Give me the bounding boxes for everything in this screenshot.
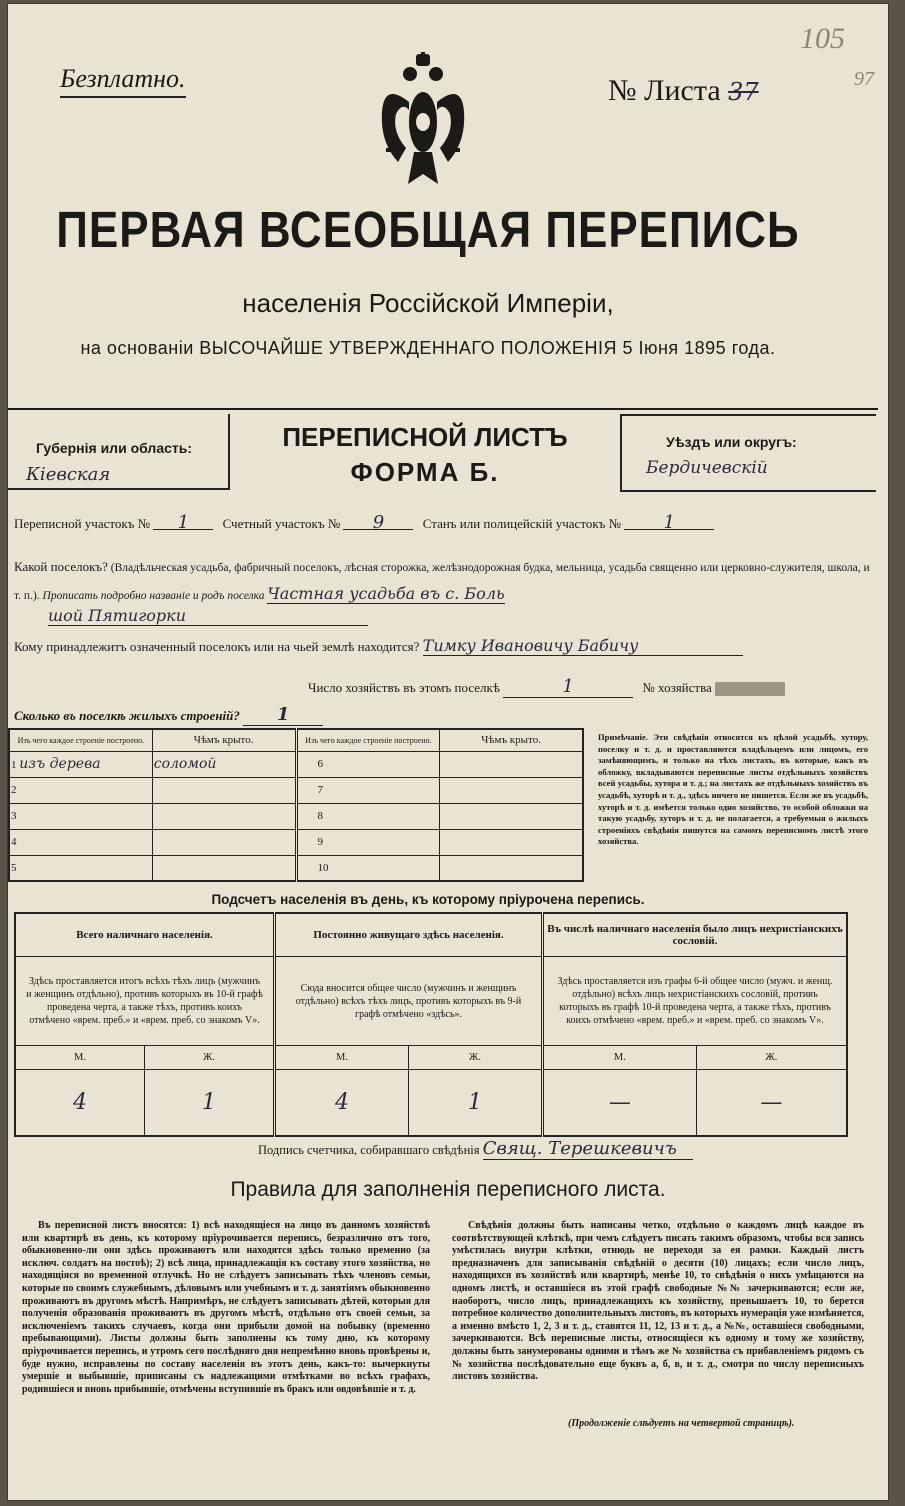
count-m-header: М.	[275, 1046, 409, 1070]
sheet-number-value: 37	[728, 78, 759, 106]
district-label: Уѣздъ или округъ:	[666, 434, 797, 450]
building-material: изъ дерева	[19, 756, 101, 772]
buildings-col-roof-2: Чѣмъ крыто.	[440, 729, 583, 751]
count-col-permanent: Постоянно живущаго здѣсь населенія.	[275, 913, 543, 957]
count-value: 1	[145, 1070, 275, 1136]
rules-continued: (Продолженіе слѣдуетъ на четвертой страницѣ).	[568, 1418, 795, 1429]
signature-label: Подпись счетчика, собиравшаго свѣдѣнія	[258, 1143, 480, 1157]
household-number-label: № хозяйства	[642, 680, 712, 695]
archive-number: 105	[800, 22, 845, 55]
row-number: 8	[296, 803, 440, 829]
count-m-header: М.	[543, 1046, 697, 1070]
station-label: Станъ или полицейскій участокъ №	[422, 516, 622, 531]
row-number: 1	[11, 759, 17, 771]
households-row	[308, 676, 868, 698]
count-value: 4	[275, 1070, 409, 1136]
rules-right-text: Свѣдѣнія должны быть написаны четко, отдѣльно о каждомъ лицѣ каждое въ соотвѣтствующей клѣткѣ, при чемъ слѣдуетъ писать такимъ образомъ, чтобы вся запись умѣстилась внутри клѣтки, отнюдь не переходя за ея рамки. Каждый листъ предназначенъ для записыванія свѣдѣній о десяти (10) лицахъ; если число лицъ, находящихся въ хозяйствѣ или квартирѣ, менѣе 10, то свѣдѣнія о нихъ умѣщаются на одномъ листѣ, и оставшіеся въ этой графѣ свободные №№ зачеркиваются; если же, наоборотъ, число лицъ, принадлежащихъ къ хозяйству, превышаетъ 10, то берется потребное количество дополнительныхъ листовъ, въ которыхъ нумерація уже измѣняется, а именно вмѣсто 1, 2, 3 и т. д., ставятся 11, 12, 13 и т. д., а №№, оставшіеся свободными, зачеркиваются. Всѣ переписные листы, относящіеся къ одному и тому же хозяйству, должны быть занумерованы одними и тѣмъ же № хозяйства съ прибавленіемъ рядомъ съ № хозяйства послѣдовательно еще буквъ а, б, в, и т. д., смотря по числу переписныхъ листовъ хозяйства.	[452, 1220, 864, 1383]
subtitle: населенія Россійской Имперіи,	[242, 288, 614, 318]
count-value: 1	[409, 1070, 543, 1136]
rules-left-text: Въ переписной листъ вносятся: 1) всѣ находящіеся на лицо въ данномъ хозяйствѣ или квартирѣ въ день, къ которому пріурочивается перепись, безразлично отъ того, обыкновенно-ли они здѣсь проживаютъ или находятся здѣсь только временно (за исключ. солдатъ на постоѣ); 2) всѣ лица, принадлежащія къ составу этого хозяйства, но находящіяся во временной отлучкѣ. Но не слѣдуетъ записывать тѣхъ членовъ семьи, которые по своимъ служебнымъ, дѣловымъ или учебнымъ и т. д. занятіямъ обыкновенно проживаютъ въ другомъ мѣстѣ. Напримѣръ, не слѣдуетъ записывать дѣтей, которыя для полученія образованія проживаютъ въ другомъ мѣстѣ, отдѣльно отъ своей семьи, за исключеніемъ такихъ случаевъ, когда они прибыли домой на побывку (временно пребывающими). Листы должны быть заполнены къ тому дню, къ которому пріурочивается перепись, и утромъ сего послѣдняго дня непремѣнно вновь провѣрены и, буде нужно, исправлены по составу населенія въ этотъ день, какъ-то: вычеркнуты умершіе и выбывшіе, приписаны съ надлежащими отмѣтками во всѣхъ графахъ, родившіеся и вновь прибывшіе, отмѣчены вступившіе въ бракъ или овдовѣвшіе и т. д.	[22, 1220, 430, 1395]
buildings-note: Примѣчаніе. Эти свѣдѣнія относятся къ цѣлой усадьбѣ, хутору, поселку и т. д. и проставляются владѣльцемъ или лицомъ, его замѣняющимъ, и только на тѣхъ листахъ, въ которые, какъ въ обложку, вкладываются переписные листы отдѣльныхъ хозяйствъ всей усадьбы, хутора и т. д.; на листахъ же отдѣльныхъ хозяйствъ въ усадьбѣ, хуторѣ и т. д., здѣсь ничего не пишется. Если же въ усадьбѣ, хуторѣ и т. д. имѣется только одно хозяйство, то особой обложки на такую усадьбу, хуторъ и т. д. не полагается, а требуемыя о жилыхъ строеніяхъ свѣдѣнія пишутся на самомъ переписномъ листѣ этого хозяйства.	[598, 732, 868, 847]
row-number: 3	[9, 803, 152, 829]
settlement-value-2: шой Пятигорки	[48, 606, 368, 626]
free-label: Безплатно.	[60, 64, 186, 98]
sheet-number-label: № Листа	[608, 74, 721, 107]
settlement-value: Частная усадьба въ с. Боль	[267, 584, 505, 603]
form-name-box	[230, 408, 620, 490]
buildings-table	[8, 728, 584, 882]
archive-number-2: 97	[854, 68, 874, 90]
buildings-col-material-2: Изъ чего каждое строеніе построено.	[296, 729, 440, 751]
owner-row	[14, 636, 874, 656]
count-f-header: Ж.	[409, 1046, 543, 1070]
census-area-row	[14, 512, 874, 533]
count-area-value: 9	[343, 516, 413, 530]
province-box	[8, 414, 230, 490]
buildings-label: Сколько въ поселкѣ жилыхъ строеній?	[14, 708, 240, 723]
count-f-header: Ж.	[696, 1046, 847, 1070]
owner-label: Кому принадлежитъ означенный поселокъ или на чьей землѣ находится?	[14, 639, 420, 654]
owner-value: Тимку Ивановичу Бабичу	[423, 636, 743, 656]
basis-line: на основаніи ВЫСОЧАЙШЕ УТВЕРЖДЕННАГО ПОЛОЖЕНІЯ 5 Іюня 1895 года.	[80, 338, 776, 358]
row-number: 4	[9, 829, 152, 855]
row-number: 9	[296, 829, 440, 855]
count-permanent-text: Сюда вносится общее число (мужчинъ и женщинъ отдѣльно) всѣхъ тѣхъ лицъ, противъ которыхъ въ 9-й графѣ отмѣчено «здѣсь».	[275, 957, 543, 1046]
buildings-col-roof: Чѣмъ крыто.	[152, 729, 296, 751]
sheet-number	[608, 74, 759, 108]
count-value: —	[543, 1070, 697, 1136]
households-value: 1	[503, 676, 633, 698]
count-f-header: Ж.	[145, 1046, 275, 1070]
district-value: Бердичевскій	[646, 458, 768, 478]
station-value: 1	[624, 516, 714, 530]
double-headed-eagle-icon	[378, 52, 468, 192]
count-table	[14, 912, 848, 1137]
count-title: Подсчетъ населенія въ день, къ которому пріурочена перепись.	[211, 892, 645, 907]
row-number: 7	[296, 777, 440, 803]
count-col-non-christian: Въ числѣ наличнаго населенія было лицъ нехристіанскихъ сословій.	[543, 913, 848, 957]
census-sheet	[8, 4, 888, 1500]
census-area-value: 1	[153, 516, 213, 530]
buildings-value: 1	[243, 704, 323, 726]
signature-value: Свящ. Терешкевичъ	[483, 1138, 693, 1160]
count-non-christian-text: Здѣсь проставляется изъ графы 6-й общее число (мужч. и женщ. отдѣльно) всѣхъ лицъ нехристіанскихъ сословій, противъ которыхъ въ графѣ 10-й проведена черта, а также тѣхъ, противъ коихъ отмѣчено «врем. преб.» и «врем. преб. со знакомъ V».	[543, 957, 848, 1046]
form-name: ПЕРЕПИСНОЙ ЛИСТЪ	[282, 422, 568, 452]
province-value: Кіевская	[26, 464, 111, 485]
building-roof: соломой	[152, 751, 296, 777]
count-area-label: Счетный участокъ №	[222, 516, 341, 531]
count-m-header: М.	[15, 1046, 145, 1070]
households-label: Число хозяйствъ въ этомъ поселкѣ	[308, 680, 500, 695]
count-value: —	[696, 1070, 847, 1136]
signature-row	[258, 1138, 693, 1160]
row-number: 2	[9, 777, 152, 803]
settlement-hint-2: Прописать подробно названіе и родъ поселка	[42, 590, 265, 602]
form-type: ФОРМА Б.	[350, 457, 500, 487]
buildings-col-material: Изъ чего каждое строеніе построено.	[9, 729, 152, 751]
count-value: 4	[15, 1070, 145, 1136]
settlement-label: Какой поселокъ?	[14, 559, 108, 574]
census-area-label: Переписной участокъ №	[14, 516, 151, 531]
count-total-text: Здѣсь проставляется итогъ всѣхъ тѣхъ лицъ (мужчинъ и женщинъ отдѣльно), противъ которыхъ въ 10-й графѣ проведена черта, а также тѣхъ, противъ коихъ отмѣчено «врем. преб.» и «врем. преб. со знакомъ V».	[15, 957, 275, 1046]
count-col-total: Всего наличнаго населенія.	[15, 913, 275, 957]
district-box	[620, 414, 876, 492]
province-label: Губернія или область:	[36, 440, 193, 456]
row-number: 5	[9, 855, 152, 881]
row-number: 6	[296, 751, 440, 777]
settlement-row	[14, 554, 872, 609]
main-title: ПЕРВАЯ ВСЕОБЩАЯ ПЕРЕПИСЬ	[56, 202, 800, 259]
settlement-hint: (Владѣльческая усадьба, фабричный поселокъ, лѣсная сторожка, желѣзнодорожная будка, мельница, усадьба священно или церковно-служителя, школа, и т. п.).	[14, 562, 870, 602]
household-number-redacted	[715, 682, 785, 696]
rules-title: Правила для заполненія переписного листа.	[230, 1178, 666, 1201]
buildings-row	[14, 704, 323, 726]
row-number: 10	[296, 855, 440, 881]
